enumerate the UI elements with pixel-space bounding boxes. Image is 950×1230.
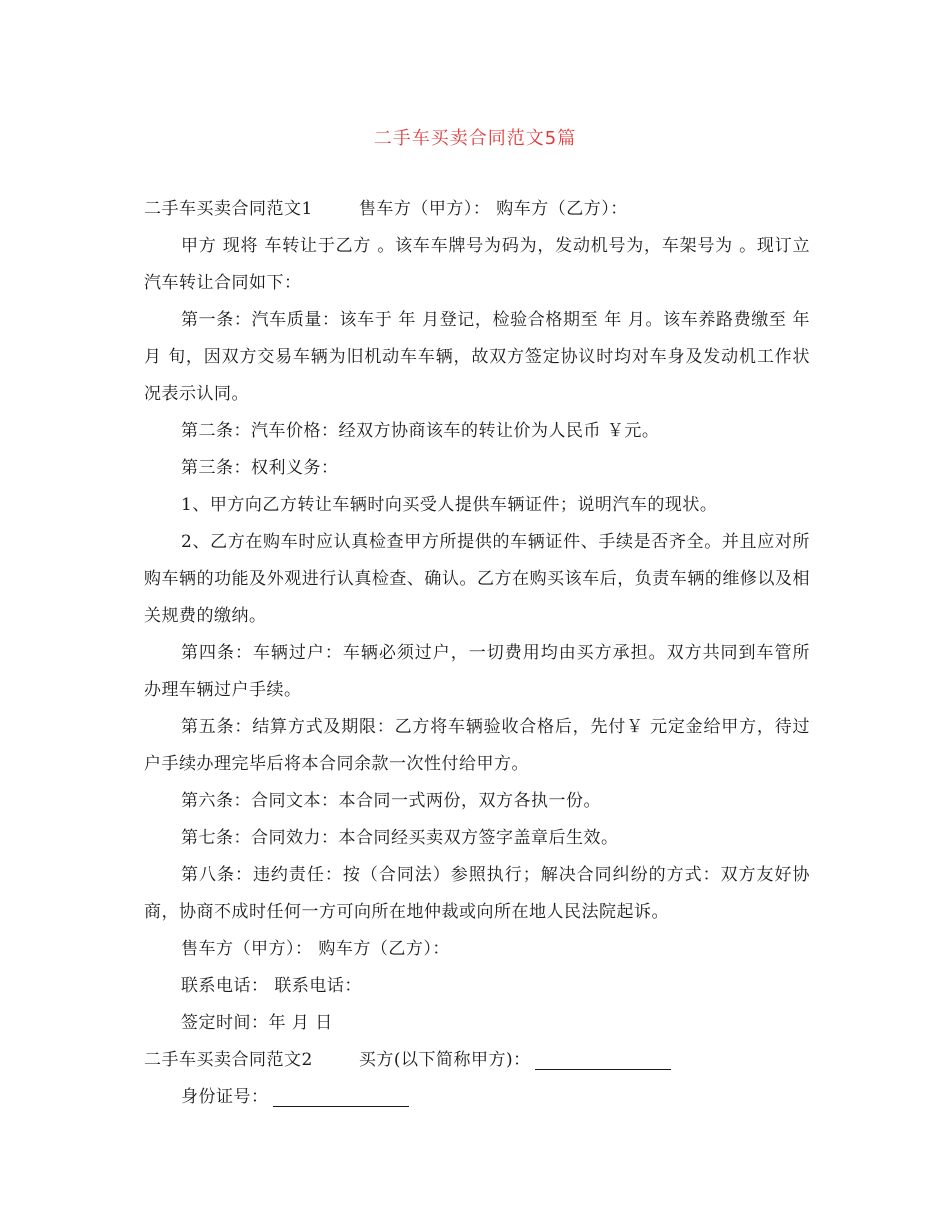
paragraph: 售车方（甲方）： 购车方（乙方）： xyxy=(181,939,450,959)
id-line xyxy=(144,1079,810,1116)
paragraph: 2、乙方在购车时应认真检查甲方所提供的车辆证件、手续是否齐全。并且应对所购车辆的功能及外观进行认真检查、确认。乙方在购买该车后，负责车辆的维修以及相关规费的缴纳。 xyxy=(144,532,810,626)
paragraph: 甲方 现将 车转让于乙方 。该车车牌号为码为，发动机号为，车架号为 。现订立汽车转让合同如下： xyxy=(144,236,810,293)
paragraph: 第二条：汽车价格：经双方协商该车的转让价为人民币 ￥元。 xyxy=(181,421,660,441)
paragraph: 第一条：汽车质量：该车于 年 月登记，检验合格期至 年 月。该车养路费缴至 年 月 旬，因双方交易车辆为旧机动车车辆，故双方签定协议时均对车身及发动机工作状况表示认同。 xyxy=(144,310,810,404)
id-blank-line xyxy=(273,1088,409,1107)
paragraph: 1、甲方向乙方转让车辆时向买受人提供车辆证件；说明汽车的现状。 xyxy=(181,495,718,515)
paragraph: 第八条：违约责任：按（合同法）参照执行；解决合同纠纷的方式：双方友好协商，协商不成时任何一方可向所在地仲裁或向所在地人民法院起诉。 xyxy=(144,865,810,922)
id-label: 身份证号： xyxy=(181,1087,269,1107)
paragraph: 第三条：权利义务： xyxy=(181,458,339,478)
section1-heading-line xyxy=(144,191,810,228)
paragraph: 第四条：车辆过户：车辆必须过户，一切费用均由买方承担。双方共同到车管所办理车辆过户手续。 xyxy=(144,643,810,700)
paragraph: 联系电话： 联系电话： xyxy=(181,976,362,996)
buyer-blank-line xyxy=(535,1051,671,1070)
buyer-label: 买方(以下简称甲方)： xyxy=(358,1050,531,1070)
section2-heading: 二手车买卖合同范文2 xyxy=(144,1050,313,1070)
paragraph: 第六条：合同文本：本合同一式两份，双方各执一份。 xyxy=(181,791,601,811)
section1-heading-tail: 售车方（甲方）： 购车方（乙方）： xyxy=(358,199,628,219)
document-title: 二手车买卖合同范文5篇 xyxy=(373,128,577,149)
document-body xyxy=(144,191,810,1116)
paragraph: 第五条：结算方式及期限：乙方将车辆验收合格后，先付￥ 元定金给甲方，待过户手续办理完毕后将本合同余款一次性付给甲方。 xyxy=(144,717,810,774)
section1-heading: 二手车买卖合同范文1 xyxy=(144,199,313,219)
paragraph: 签定时间：年 月 日 xyxy=(181,1013,333,1033)
section2-heading-line xyxy=(144,1042,810,1079)
paragraph: 第七条：合同效力：本合同经买卖双方签字盖章后生效。 xyxy=(181,828,619,848)
